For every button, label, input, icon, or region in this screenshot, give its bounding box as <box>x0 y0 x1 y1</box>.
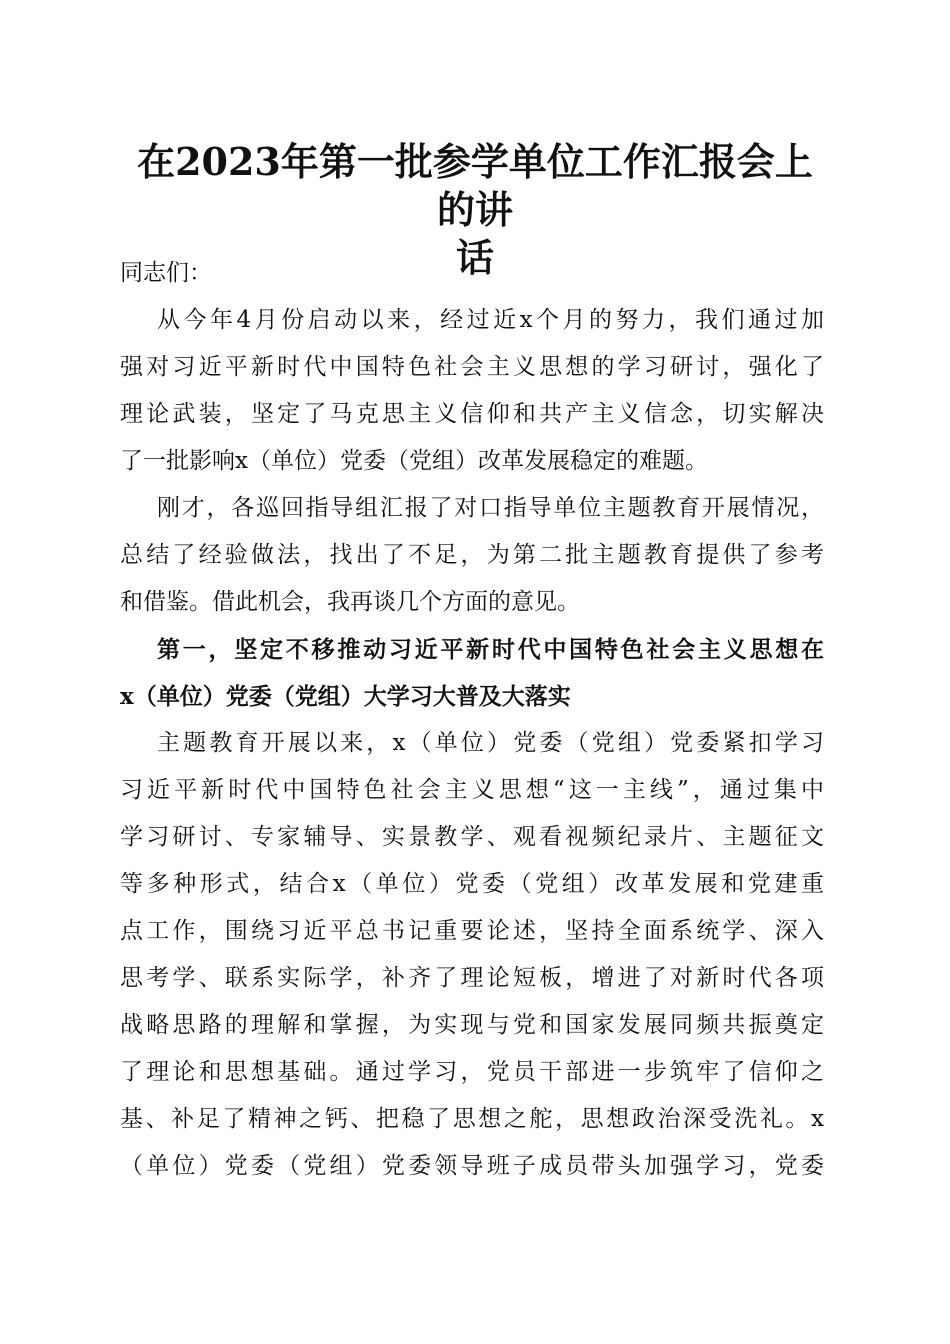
title-line-2: 话 <box>455 235 494 280</box>
paragraph-line: 和借鉴。借此机会，我再谈几个方面的意见。 <box>120 589 580 615</box>
document-body <box>120 250 824 1190</box>
paragraph-line: 思考学、联系实际学，补齐了理论短板，增进了对新时代各项 <box>120 965 824 991</box>
paragraph-line: 刚才，各巡回指导组汇报了对口指导单位主题教育开展情况， <box>157 495 824 521</box>
paragraph-line: 主题教育开展以来，x（单位）党委（党组）党委紧扣学习 <box>157 730 824 756</box>
title-line-1: 在2023年第一批参学单位工作汇报会上的讲 <box>137 139 813 232</box>
paragraph-line: 基、补足了精神之钙、把稳了思想之舵，思想政治深受洗礼。x <box>120 1106 824 1132</box>
paragraph-line: 习近平新时代中国特色社会主义思想“这一主线”，通过集中 <box>120 777 824 803</box>
paragraph-line: 了理论和思想基础。通过学习，党员干部进一步筑牢了信仰之 <box>120 1059 824 1085</box>
paragraph-line: 强对习近平新时代中国特色社会主义思想的学习研讨，强化了 <box>120 354 824 380</box>
salutation: 同志们： <box>120 260 212 286</box>
paragraph-line: 点工作，围绕习近平总书记重要论述，坚持全面系统学、深入 <box>120 918 824 944</box>
paragraph-line: 理论武装，坚定了马克思主义信仰和共产主义信念，切实解决 <box>120 401 824 427</box>
section-heading-line: 第一，坚定不移推动习近平新时代中国特色社会主义思想在 <box>157 636 824 663</box>
paragraph-line: 等多种形式，结合x（单位）党委（党组）改革发展和党建重 <box>120 871 824 897</box>
paragraph-line: 总结了经验做法，找出了不足，为第二批主题教育提供了参考 <box>120 542 824 568</box>
paragraph-line: 了一批影响x（单位）党委（党组）改革发展稳定的难题。 <box>120 448 708 474</box>
section-heading-line: x（单位）党委（党组）大学习大普及大落实 <box>120 683 571 710</box>
paragraph-line: （单位）党委（党组）党委领导班子成员带头加强学习，党委 <box>120 1153 824 1179</box>
paragraph-line: 战略思路的理解和掌握，为实现与党和国家发展同频共振奠定 <box>120 1012 824 1038</box>
paragraph-line: 学习研讨、专家辅导、实景教学、观看视频纪录片、主题征文 <box>120 824 824 850</box>
paragraph-line: 从今年4月份启动以来，经过近x个月的努力，我们通过加 <box>157 307 824 333</box>
